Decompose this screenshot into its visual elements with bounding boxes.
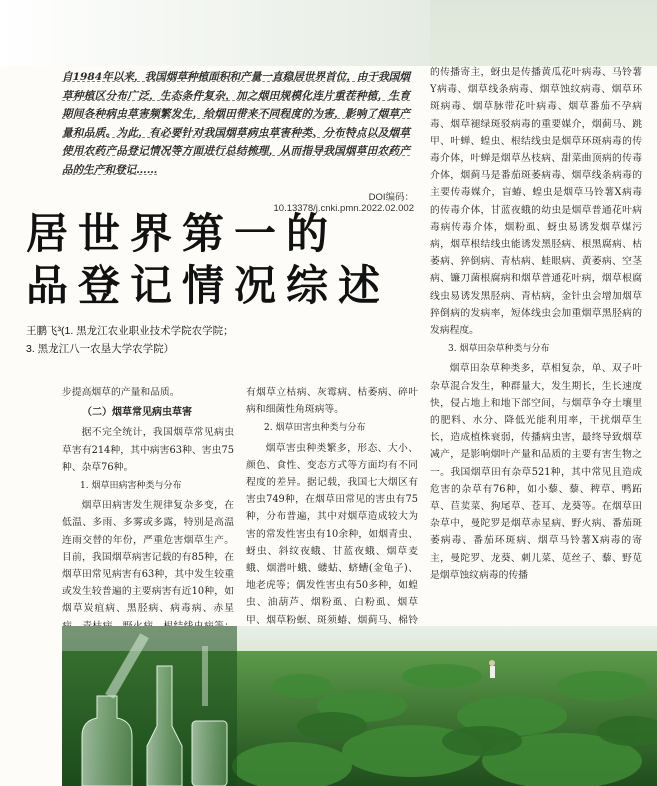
- author-line-1: 王鹏飞³(1. 黑龙江农业职业技术学院农学院；: [26, 325, 234, 337]
- header-green-band: [430, 0, 657, 66]
- disease-paragraph: 烟草田病害发生规律复杂多变，在低温、多雨、多雾或多露，特别是高温连雨交替的年份，严重危害烟草生产。目前，我国烟草病害记载的有85种，在烟草田常见病害有63种，其中发生较重或发生较普遍的主要病害有近10种，如烟草炭疽病、黑胫病、病毒病、赤星: [62, 500, 234, 615]
- section-heading-diseases: 1. 烟草田病害种类与分布: [80, 481, 182, 492]
- insect-paragraph: 烟草害虫种类繁多，形态、大小、颜色、食性、变态方式等方面均有不同程度的差异。据记载，我国七大烟区有害虫749种，在烟草田常见的害虫有75种，分布普遍，其中对烟草造成较大为害的常发性害虫有10余种，如烟青虫、蚜虫、斜纹夜蛾、甘蓝夜蛾、烟草麦蛾、烟潜叶蛾、蝼蛄、蛴螬(金龟子)、地老虎等；偶发性害虫有50多种，如蝗虫、油葫芦、烟粉虱、白粉虱、烟草甲、烟草粉螟、斑须蝽、烟蓟马、棉铃: [246, 442, 418, 626]
- author-affiliation: [26, 322, 426, 358]
- section-heading-insects: 2. 烟草田害虫种类与分布: [264, 423, 366, 434]
- header-decoration-band: [0, 0, 430, 66]
- right-column-text: 的传播寄主，蚜虫是传播黄瓜花叶病毒、马铃薯Y病毒、烟草线条病毒、烟草蚀纹病毒、烟草环斑病毒、烟草脉带花叶病毒、烟草番茄不孕病毒、烟草褪绿斑驳病毒的重要媒介，烟蓟马、跳甲、叶蝉、蝗虫、根结线虫是烟草环斑病毒的传毒介体，叶蝉是烟草丛枝病、甜菜曲顶病的传毒介体，烟蓟马是番茄斑萎病毒、烟草线条病毒的主要传毒媒介，盲蝽、蝗虫是烟草马铃薯X病毒的传毒介体，甘蓝夜蛾的幼虫是烟草普通花叶病毒病传毒介体，烟粉虱、蚜虫易诱发烟草煤污病，烟草根结线虫能诱发黑胫病、根黑腐病、枯萎病、猝倒病、青枯病、蛙眼病、黄萎病、空茎病、镰刀菌根腐病和烟草普通花叶病，烟草根腐线虫易诱发黑胫病、青枯病，金针虫会增加烟草猝倒病的发病率，短体线虫会加重烟草黑胫病的发病程度。: [430, 67, 642, 337]
- left-column: [62, 384, 234, 652]
- field-illustration: [62, 626, 657, 786]
- pest-summary: 据不完全统计，我国烟草常见病虫草害有214种，其中病害63种、害虫75种、杂草76种。: [62, 427, 234, 473]
- doi: DOI编码：10.13378/j.cnki.pmn.2022.02.002: [273, 192, 414, 214]
- disease-continued: 有烟草立枯病、灰霉病、枯萎病、碎叶病和细菌性角斑病等。: [246, 387, 418, 416]
- section-heading-weeds: 3. 烟草田杂草种类与分布: [448, 344, 550, 355]
- section-heading-pests: （二）烟草常见病虫草害: [82, 407, 192, 419]
- tobacco-field-photo: [62, 626, 657, 786]
- intro-line: 步提高烟草的产量和品质。: [62, 387, 180, 398]
- abstract: 自1984年以来，我国烟草种植面积和产量一直稳居世界首位，由于我国烟草种植区分布广泛，生态条件复杂，加之烟田规模化连片重茬种植，生育期间各种病虫草害频繁发生，给烟田带来不同程度的为害，影响了烟草产量和品质。为此，有必要针对我国烟草病虫草害种类、分布特点以及烟草使用农药产品登记情况等方面进行总结梳理，从而指导我国烟草田农药产品的生产和登记……: [62, 71, 410, 176]
- title-line-2: 品登记情况综述: [26, 261, 391, 310]
- right-column: [430, 64, 642, 584]
- title-line-1: 居世界第一的: [26, 209, 339, 258]
- lab-glassware: [62, 626, 237, 786]
- article-title: [26, 208, 426, 312]
- weeds-paragraph: 烟草田杂草种类多，草相复杂，单、双子叶杂草混合发生，种群量大，发生期长，生长速度快，侵占地上和地下部空间，与烟草争夺土壤里的肥料、水分、降低光能利用率，干扰烟草生长，造成植株衰弱，传播病虫害，最终导致烟草减产，是影响烟叶产量和品质的主要有害生物之一。我国烟草田有杂草521种，其中常见且造成危害的杂草有76种，如小藜、藜、稗草、鸭跖草、苣荬菜、狗尾草、苍耳、龙葵等。在烟草田杂草中，曼陀罗是烟草赤星病、野火病、番茄斑萎病毒、番茄环斑病、烟草马铃薯X病毒的寄主，曼陀罗、龙葵、刺儿菜、苋丝子、藜、野苋是烟草蚀纹病毒的传播: [430, 363, 642, 581]
- author-line-2: 3. 黑龙江八一农垦大学农学院）: [26, 343, 175, 355]
- middle-column: [246, 384, 418, 663]
